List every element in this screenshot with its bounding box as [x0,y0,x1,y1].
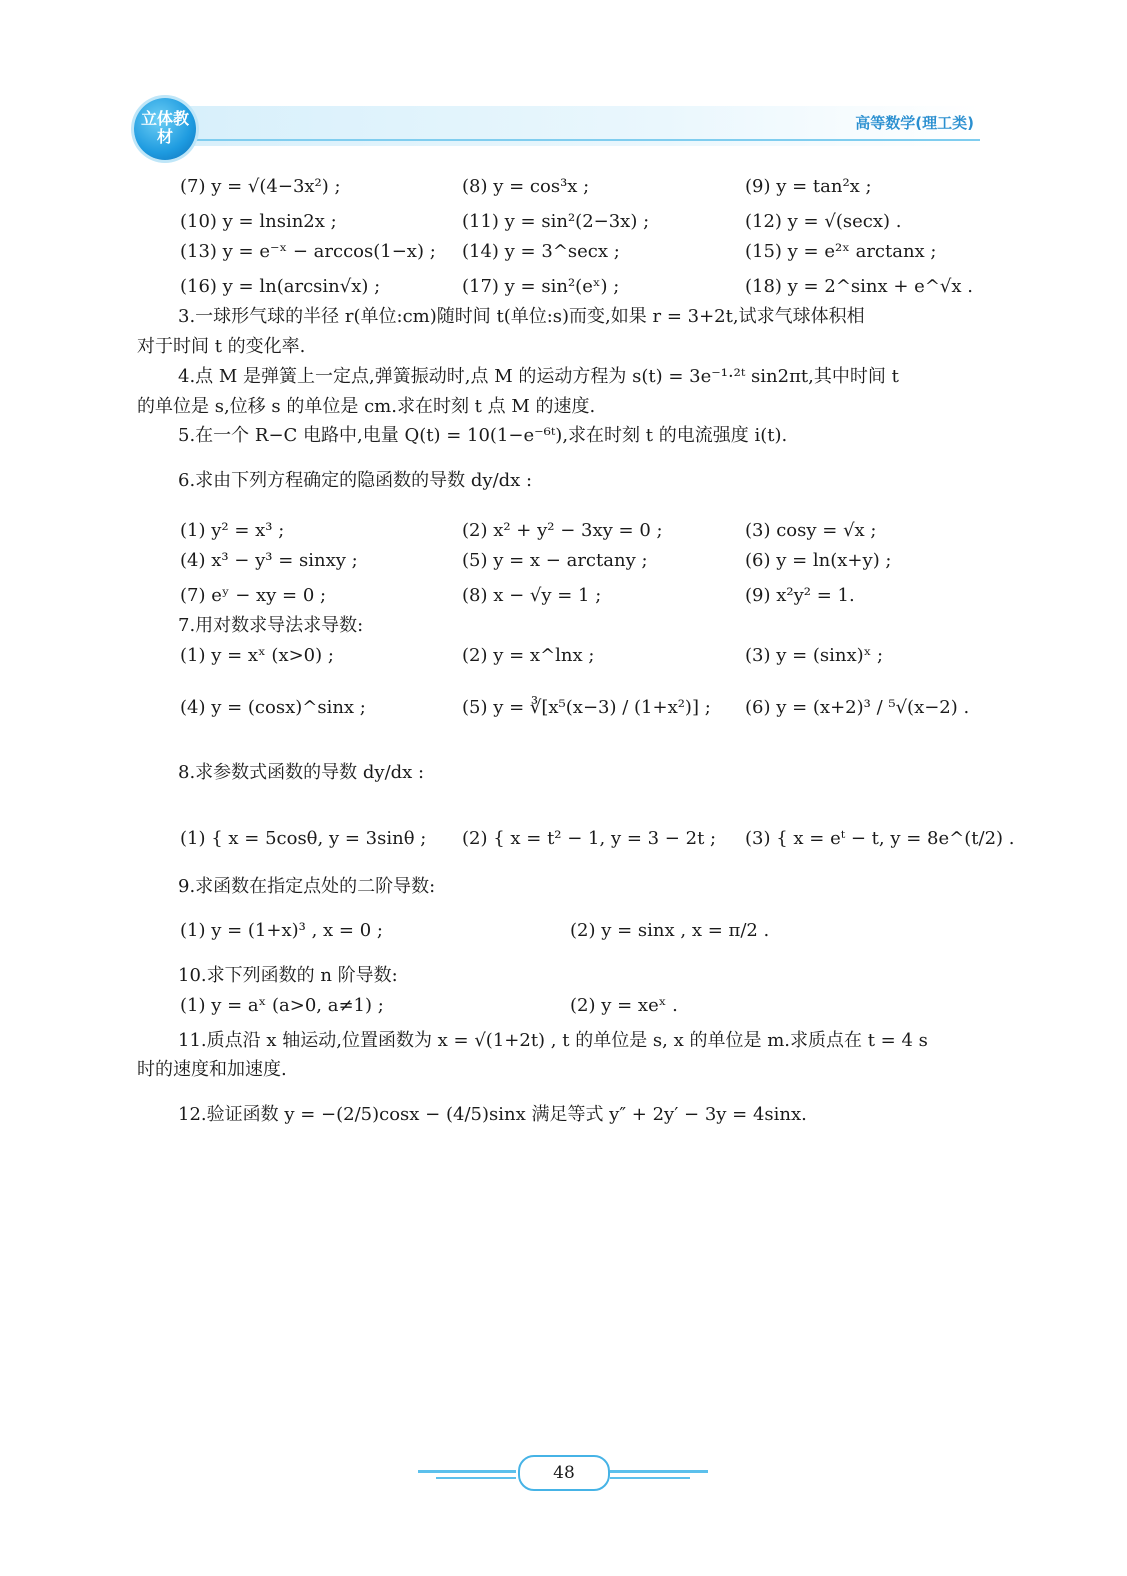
exercise-11: (11) y = sin²(2−3x) ; [462,211,650,232]
second-derivative-1: (1) y = (1+x)³ , x = 0 ; [180,920,383,941]
nth-derivative-2: (2) y = xeˣ . [570,995,678,1016]
problem-4-line-1: 4.点 M 是弹簧上一定点,弹簧振动时,点 M 的运动方程为 s(t) = 3e⁻¹·²ᵗ sin2πt,其中时间 t [178,366,899,387]
implicit-1: (1) y² = x³ ; [180,520,285,541]
exercise-7: (7) y = √(4−3x²) ; [180,176,341,197]
implicit-2: (2) x² + y² − 3xy = 0 ; [462,520,663,541]
book-title: 高等数学(理工类) [855,114,974,132]
implicit-6: (6) y = ln(x+y) ; [745,550,892,571]
log-6: (6) y = (x+2)³ / ⁵√(x−2) . [745,697,970,718]
problem-8: 8.求参数式函数的导数 dy/dx : [178,762,425,783]
exercise-9: (9) y = tan²x ; [745,176,872,197]
problem-5: 5.在一个 R−C 电路中,电量 Q(t) = 10(1−e⁻⁶ᵗ),求在时刻 t 的电流强度 i(t). [178,425,788,446]
exercise-14: (14) y = 3^secx ; [462,241,620,262]
problem-11-line-2: 时的速度和加速度. [137,1059,287,1080]
nth-derivative-1: (1) y = aˣ (a>0, a≠1) ; [180,995,384,1016]
footer-rule-left [418,1470,516,1473]
log-5: (5) y = ∛[x⁵(x−3) / (1+x²)] ; [462,697,711,718]
footer-rule-right [610,1470,708,1473]
implicit-9: (9) x²y² = 1. [745,585,855,606]
page-footer [418,1455,708,1489]
implicit-5: (5) y = x − arctany ; [462,550,648,571]
exercise-12: (12) y = √(secx) . [745,211,902,232]
param-1: (1) { x = 5cosθ, y = 3sinθ ; [180,828,427,849]
implicit-7: (7) eʸ − xy = 0 ; [180,585,327,606]
problem-11-line-1: 11.质点沿 x 轴运动,位置函数为 x = √(1+2t) , t 的单位是 s, x 的单位是 m.求质点在 t = 4 s [178,1030,928,1051]
problem-6: 6.求由下列方程确定的隐函数的导数 dy/dx : [178,470,533,491]
log-3: (3) y = (sinx)ˣ ; [745,645,884,666]
logo-text: 立体教材 [140,109,189,146]
logo-badge [134,98,196,160]
problem-12: 12.验证函数 y = −(2/5)cosx − (4/5)sinx 满足等式 y″ + 2y′ − 3y = 4sinx. [178,1104,807,1125]
exercise-13: (13) y = e⁻ˣ − arccos(1−x) ; [180,241,436,262]
log-2: (2) y = x^lnx ; [462,645,595,666]
param-3: (3) { x = eᵗ − t, y = 8e^(t/2) . [745,828,1015,849]
problem-3-line-2: 对于时间 t 的变化率. [137,336,306,357]
second-derivative-2: (2) y = sinx , x = π/2 . [570,920,770,941]
exercise-10: (10) y = lnsin2x ; [180,211,337,232]
param-2: (2) { x = t² − 1, y = 3 − 2t ; [462,828,717,849]
problem-3-line-1: 3.一球形气球的半径 r(单位:cm)随时间 t(单位:s)而变,如果 r = 3+2t,试求气球体积相 [178,306,865,327]
exercise-18: (18) y = 2^sinx + e^√x . [745,276,973,297]
problem-4-line-2: 的单位是 s,位移 s 的单位是 cm.求在时刻 t 点 M 的速度. [137,396,596,417]
implicit-3: (3) cosy = √x ; [745,520,877,541]
problem-9: 9.求函数在指定点处的二阶导数: [178,876,436,897]
page-header [130,92,980,162]
exercise-8: (8) y = cos³x ; [462,176,590,197]
problem-10: 10.求下列函数的 n 阶导数: [178,965,398,986]
log-1: (1) y = xˣ (x>0) ; [180,645,334,666]
exercise-15: (15) y = e²ˣ arctanx ; [745,241,937,262]
footer-rule-right-thin [610,1477,690,1479]
exercise-16: (16) y = ln(arcsin√x) ; [180,276,381,297]
exercise-17: (17) y = sin²(eˣ) ; [462,276,620,297]
page-number: 48 [518,1455,610,1491]
implicit-8: (8) x − √y = 1 ; [462,585,602,606]
problem-7: 7.用对数求导法求导数: [178,615,364,636]
footer-rule-left-thin [436,1477,516,1479]
log-4: (4) y = (cosx)^sinx ; [180,697,366,718]
header-rule [190,139,980,141]
implicit-4: (4) x³ − y³ = sinxy ; [180,550,358,571]
